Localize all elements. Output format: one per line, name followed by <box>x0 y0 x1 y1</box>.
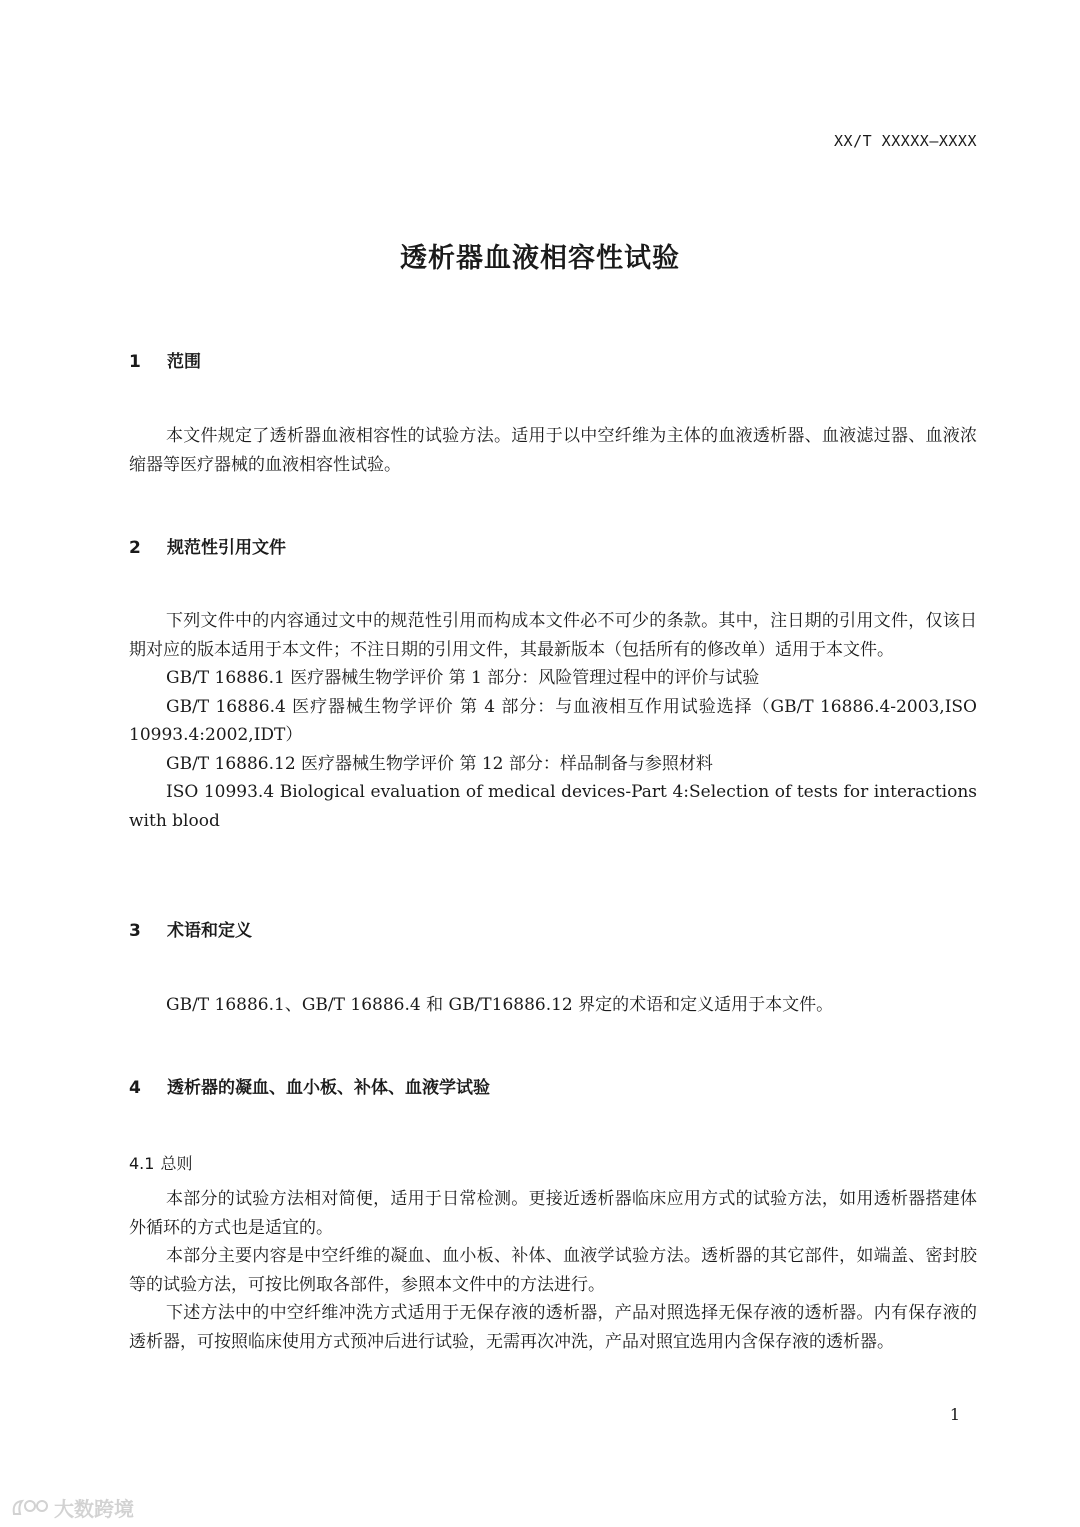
brand-logo-icon <box>10 1496 50 1520</box>
paragraph: 本部分主要内容是中空纤维的凝血、血小板、补体、血液学试验方法。透析器的其它部件，如端盖、密封胶等的试验方法，可按比例取各部件，参照本文件中的方法进行。 <box>129 1246 977 1295</box>
section-4-1-body <box>129 1185 977 1356</box>
paragraph: GB/T 16886.1、GB/T 16886.4 和 GB/T16886.12 界定的术语和定义适用于本文件。 <box>166 995 834 1015</box>
paragraph: 本文件规定了透析器血液相容性的试验方法。适用于以中空纤维为主体的血液透析器、血液滤过器、血液浓缩器等医疗器械的血液相容性试验。 <box>129 426 977 475</box>
reference-item: GB/T 16886.4 医疗器械生物学评价 第 4 部分：与血液相互作用试验选择（GB/T 16886.4-2003,ISO 10993.4:2002,IDT） <box>129 696 977 745</box>
section-title: 规范性引用文件 <box>167 538 286 558</box>
page-number: 1 <box>949 1405 960 1424</box>
paragraph: 下列文件中的内容通过文中的规范性引用而构成本文件必不可少的条款。其中，注日期的引用文件，仅该日期对应的版本适用于本文件；不注日期的引用文件，其最新版本（包括所有的修改单）适用于本文件。 <box>129 611 977 660</box>
section-3-body <box>129 991 977 1020</box>
reference-item: ISO 10993.4 Biological evaluation of medical devices-Part 4:Selection of tests for interactions with blood <box>129 782 977 831</box>
section-title: 透析器的凝血、血小板、补体、血液学试验 <box>167 1078 490 1098</box>
section-number: 3 <box>129 921 141 941</box>
section-title: 术语和定义 <box>167 921 252 941</box>
section-1-body <box>129 422 977 479</box>
section-4-1-heading <box>129 1151 192 1174</box>
section-4-heading <box>129 1073 490 1098</box>
section-3-heading <box>129 916 252 941</box>
section-2-body <box>129 607 977 835</box>
section-number: 4.1 <box>129 1154 155 1173</box>
paragraph: 下述方法中的中空纤维冲洗方式适用于无保存液的透析器，产品对照选择无保存液的透析器。内有保存液的透析器，可按照临床使用方式预冲后进行试验，无需再次冲洗，产品对照宜选用内含保存液的透析器。 <box>129 1303 977 1352</box>
reference-item: GB/T 16886.1 医疗器械生物学评价 第 1 部分：风险管理过程中的评价与试验 <box>166 668 760 688</box>
reference-item: GB/T 16886.12 医疗器械生物学评价 第 12 部分：样品制备与参照材料 <box>166 753 713 774</box>
section-title: 范围 <box>167 352 201 372</box>
watermark <box>10 1493 134 1522</box>
page-title: 透析器血液相容性试验 <box>400 243 680 274</box>
section-number: 1 <box>129 352 141 372</box>
doc-code: XX/T XXXXX—XXXX <box>834 132 977 150</box>
paragraph: 本部分的试验方法相对简便，适用于日常检测。更接近透析器临床应用方式的试验方法，如用透析器搭建体外循环的方式也是适宜的。 <box>129 1189 977 1238</box>
watermark-text: 大数跨境 <box>54 1497 134 1521</box>
section-title: 总则 <box>160 1154 193 1173</box>
section-2-heading <box>129 533 286 558</box>
section-number: 4 <box>129 1078 141 1098</box>
section-number: 2 <box>129 538 141 558</box>
section-1-heading <box>129 347 201 372</box>
